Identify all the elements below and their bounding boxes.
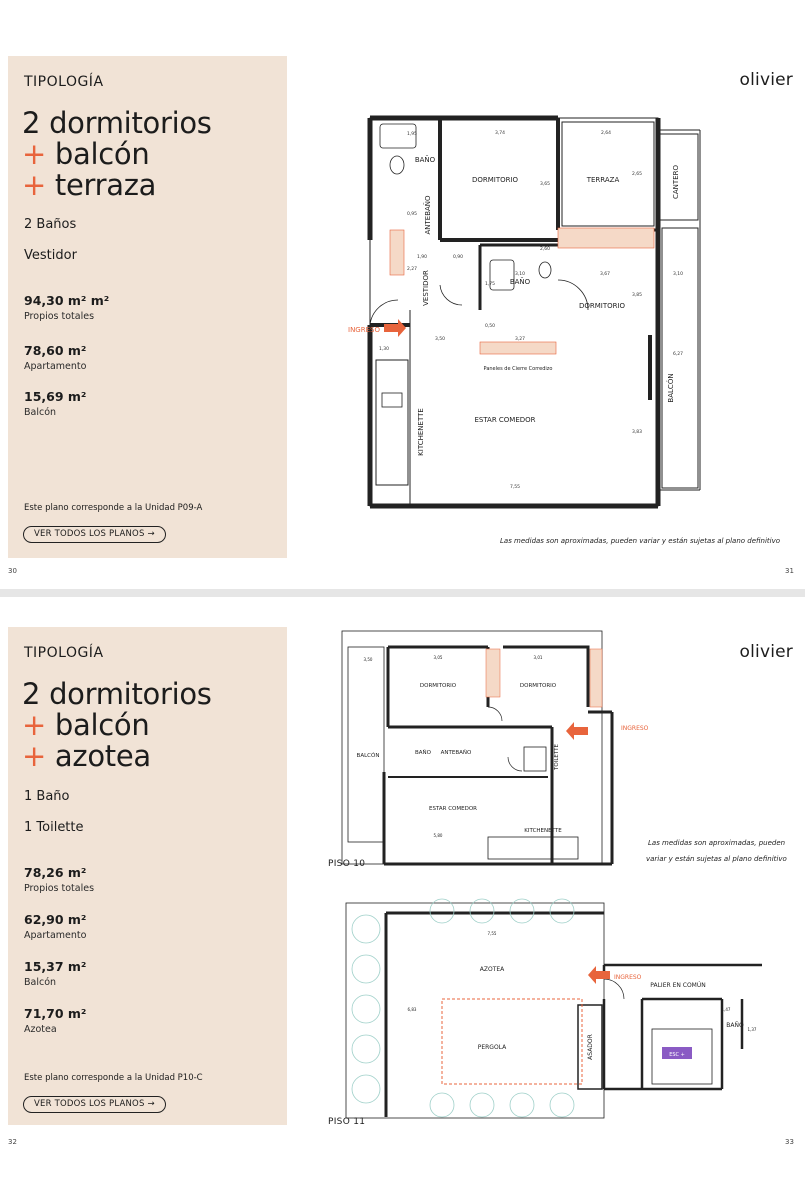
feature-vestidor: Vestidor (24, 248, 77, 263)
stair-label: ESC + (669, 1052, 685, 1058)
title-balcon: balcón (54, 708, 150, 742)
feature-toilette: 1 Toilette (24, 820, 84, 835)
page-number-left: 30 (8, 567, 17, 575)
dim: 1,75 (484, 282, 496, 287)
dim: 3,67 (599, 272, 611, 277)
metric-label: Propios totales (24, 883, 95, 894)
disclaimer-line-1: Las medidas son aproximadas, pueden (648, 839, 786, 847)
floor-plan-piso-11 (342, 899, 772, 1127)
room-label-antebano: ANTEBAÑO (440, 750, 472, 756)
metric-apartamento (24, 343, 86, 372)
title-line-3 (22, 741, 212, 772)
dim: 3,10 (672, 272, 684, 277)
page-number-left: 32 (8, 1138, 17, 1146)
floor-plan-piso-10 (338, 627, 649, 867)
room-label-vestidor: VESTIDOR (422, 270, 430, 306)
dim: 1,95 (406, 132, 418, 137)
room-label-pergola: PERGOLA (477, 1044, 507, 1051)
ingreso-label: INGRESO (621, 725, 649, 732)
metric-value: 78,26 m² (24, 865, 87, 880)
feature-bano: 1 Baño (24, 789, 70, 804)
metric-label: Apartamento (24, 361, 87, 372)
page-number-right: 31 (785, 567, 794, 575)
dim: 3,50 (363, 657, 373, 662)
info-panel (8, 627, 287, 1125)
dim: 0,50 (484, 324, 496, 329)
dim: 3,27 (514, 337, 526, 342)
spread-p32-33 (0, 597, 805, 1200)
note-paneles: Paneles de Cierre Corredizo (483, 366, 553, 372)
view-all-plans-button[interactable]: VER TODOS LOS PLANOS → (23, 526, 166, 543)
floor-plan-p09a (340, 110, 740, 510)
room-label-dormitorio-1: DORMITORIO (471, 176, 519, 184)
disclaimer-line-2: variar y están sujetas al plano definitivo (646, 855, 787, 863)
floor-label-piso-11: PISO 11 (328, 1117, 366, 1127)
room-label-balcon: BALCÓN (356, 753, 380, 759)
dim: 1,90 (416, 255, 428, 260)
metric-value: 62,90 m² (24, 912, 87, 927)
unit-note: Este plano corresponde a la Unidad P10-C (24, 1073, 203, 1083)
dim: 3,50 (434, 337, 446, 342)
spread-p30-31 (0, 0, 805, 590)
metric-value: 94,30 m² m² (24, 293, 110, 308)
room-label-bano: BAÑO (414, 156, 436, 164)
room-label-dormitorio-1: DORMITORIO (419, 683, 457, 689)
disclaimer: Las medidas son aproximadas, pueden variar y están sujetas al plano definitivo (500, 537, 781, 545)
metric-value: 15,69 m² (24, 389, 87, 404)
dim: 2,64 (600, 131, 612, 136)
dim: 5,80 (433, 833, 443, 838)
room-label-palier: PALIER EN COMÚN (650, 982, 706, 989)
room-label-kitchenette: KITCHENETTE (524, 828, 562, 834)
title-terraza: terraza (54, 168, 157, 202)
view-all-plans-button[interactable]: VER TODOS LOS PLANOS → (23, 1096, 166, 1113)
metric-value: 78,60 m² (24, 343, 87, 358)
plus-sign: + (22, 137, 46, 171)
plus-sign: + (22, 739, 46, 773)
room-label-bano: BAÑO (415, 750, 431, 756)
dim: 1,37 (747, 1027, 757, 1032)
tipologia-label: TIPOLOGÍA (24, 645, 104, 661)
brand-logo: olivier (739, 70, 793, 90)
plus-sign: + (22, 168, 46, 202)
metric-value: 15,37 m² (24, 959, 87, 974)
brand-logo: olivier (739, 642, 793, 662)
title-azotea: azotea (54, 739, 151, 773)
dim: 3,83 (631, 430, 643, 435)
dim: 2,65 (631, 172, 643, 177)
room-label-antebano: ANTEBAÑO (424, 195, 432, 235)
dim: 3,10 (514, 272, 526, 277)
dim: 2,60 (539, 247, 551, 252)
metric-propios-totales (24, 293, 109, 322)
dim: 3,74 (494, 131, 506, 136)
title-balcon: balcón (54, 137, 150, 171)
floor-label-piso-10: PISO 10 (328, 859, 366, 869)
room-label-estar-comedor: ESTAR COMEDOR (474, 416, 536, 424)
page-number-right: 33 (785, 1138, 794, 1146)
room-label-kitchenette: KITCHENETTE (417, 408, 425, 456)
dim: 7,55 (509, 485, 521, 490)
typology-title (22, 679, 212, 772)
metric-value: 71,70 m² (24, 1006, 87, 1021)
title-line-1: 2 dormitorios (22, 106, 212, 140)
ingreso-label: INGRESO (348, 326, 380, 334)
dim: 0,90 (452, 255, 464, 260)
title-line-1: 2 dormitorios (22, 677, 212, 711)
page-divider (0, 589, 805, 597)
feature-banos: 2 Baños (24, 217, 77, 232)
room-label-bano: BAÑO (726, 1022, 744, 1029)
title-line-3 (22, 170, 212, 201)
dim: 6,27 (672, 352, 684, 357)
metric-apartamento (24, 912, 86, 941)
title-line-2 (22, 139, 212, 170)
title-line-2 (22, 710, 212, 741)
room-label-dormitorio-2: DORMITORIO (519, 683, 557, 689)
room-label-estar-comedor: ESTAR COMEDOR (428, 806, 478, 812)
dim: 2,27 (406, 267, 418, 272)
dim: 3,01 (533, 655, 543, 660)
dim: 6,83 (407, 1007, 417, 1012)
dim: 3,65 (539, 182, 551, 187)
room-label-dormitorio-2: DORMITORIO (578, 302, 626, 310)
metric-label: Balcón (24, 977, 57, 988)
info-panel (8, 56, 287, 558)
dim: 3,85 (631, 293, 643, 298)
dim: 1,30 (378, 347, 390, 352)
room-label-toilette: TOILETTE (554, 744, 560, 770)
tipologia-label: TIPOLOGÍA (24, 74, 104, 90)
dim: 7,55 (487, 931, 497, 936)
metric-label: Propios totales (24, 311, 95, 322)
plus-sign: + (22, 708, 46, 742)
room-label-terraza: TERRAZA (586, 176, 620, 184)
unit-note: Este plano corresponde a la Unidad P09-A (24, 503, 203, 513)
ingreso-label: INGRESO (614, 974, 642, 981)
typology-title (22, 108, 212, 201)
metric-azotea (24, 1006, 86, 1035)
dim: 1,47 (721, 1007, 731, 1012)
dim: 0,95 (406, 212, 418, 217)
metric-label: Azotea (24, 1024, 57, 1035)
room-label-cantero: CANTERO (672, 165, 680, 199)
metric-balcon (24, 389, 86, 418)
room-label-balcon: BALCÓN (667, 373, 675, 403)
metric-label: Apartamento (24, 930, 87, 941)
dim: 3,05 (433, 655, 443, 660)
room-label-bano-2: BAÑO (509, 278, 531, 286)
metric-propios-totales (24, 865, 94, 894)
room-label-azotea: AZOTEA (479, 966, 505, 973)
metric-balcon (24, 959, 86, 988)
metric-label: Balcón (24, 407, 57, 418)
room-label-asador: ASADOR (587, 1034, 594, 1060)
